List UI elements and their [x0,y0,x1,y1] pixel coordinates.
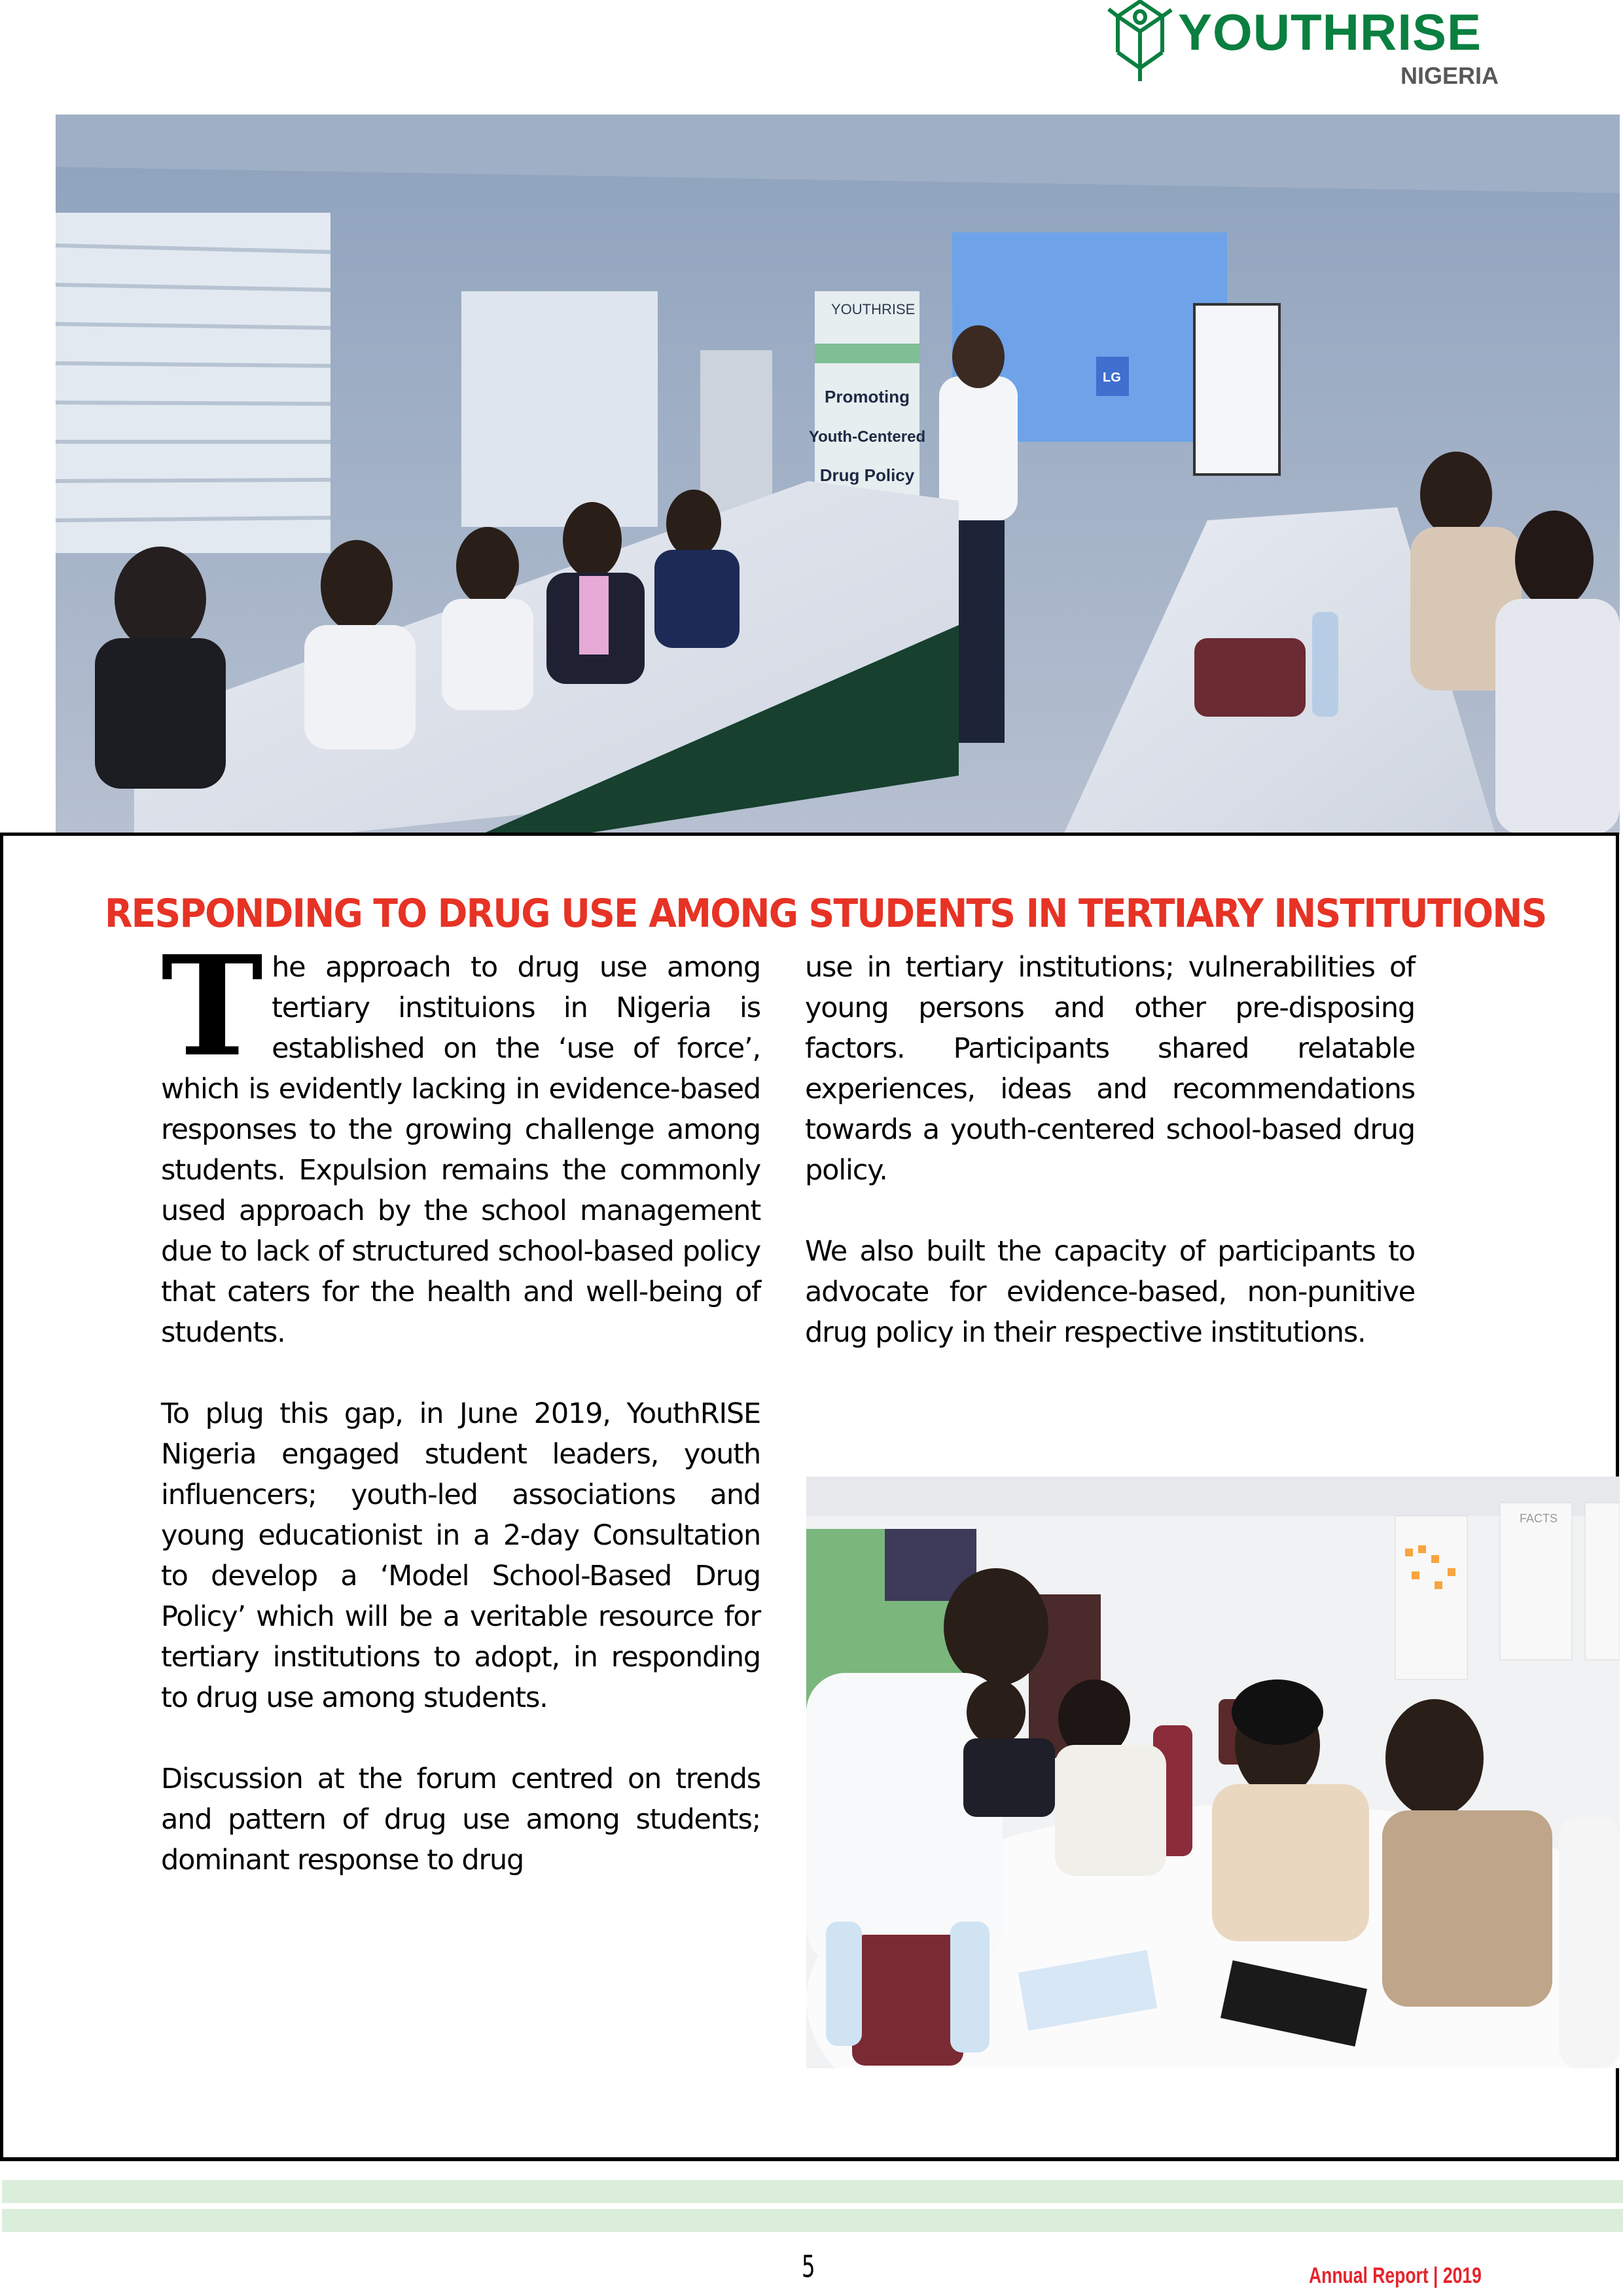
svg-text:Youth-Centered: Youth-Centered [808,428,926,446]
article-left-column [161,925,760,1921]
country-name: NIGERIA [1400,62,1499,89]
youthrise-cube-person-icon [1106,0,1178,84]
svg-text:FACTS: FACTS [1520,1512,1558,1525]
brand-name: YOUTHRISE [1178,3,1482,61]
svg-text:YOUTHRISE: YOUTHRISE [831,301,916,317]
annual-report-label: Annual Report | 2019 [1309,2263,1482,2288]
article-paragraph: Discussion at the forum centred on trends and pattern of drug use among students; dominant response to drug [161,1763,760,1876]
article-paragraph: The approach to drug use among tertiary instituions in Nigeria is established on the ‘use of force’, which is evidently lacking in evidence-based responses to the growing challenge among students. Expulsion remains the commonly used approach by the school management due to lack of structured school-based policy that caters for the health and well-being of students. [161,925,760,1349]
article-headline: RESPONDING TO DRUG USE AMONG STUDENTS IN TERTIARY INSTITUTIONS [105,891,1546,937]
footer-band-bottom [2,2209,1623,2232]
svg-text:LG: LG [1103,370,1121,385]
drop-cap: T [161,925,263,1087]
workshop-presentation-photo [56,115,1620,834]
svg-text:Promoting: Promoting [825,387,910,406]
page-number: 5 [802,2249,815,2284]
youthrise-logo [1099,0,1518,98]
svg-text:Drug Policy: Drug Policy [819,465,915,485]
article-paragraph: To plug this gap, in June 2019, YouthRISE Nigeria engaged student leaders, youth influencers; youth-led associations and young educationist in a 2-day Consultation to develop a ‘Model School-Based Drug Policy’ which will be a veritable resource for tertiary institutions to adopt, in responding to drug use among students. [161,1397,760,1714]
article-paragraph: use in tertiary institutions; vulnerabilities of young persons and other pre-disposing factors. Participants shared relatable experiences, ideas and recommendations towards a youth-centered school-based drug policy. [805,951,1415,1187]
article-paragraph: We also built the capacity of participants to advocate for evidence-based, non-punitive drug policy in their respective institutions. [805,1235,1415,1349]
footer-band-top [2,2180,1623,2203]
article-right-column [805,947,1415,1393]
group-work-photo [806,1477,1620,2068]
